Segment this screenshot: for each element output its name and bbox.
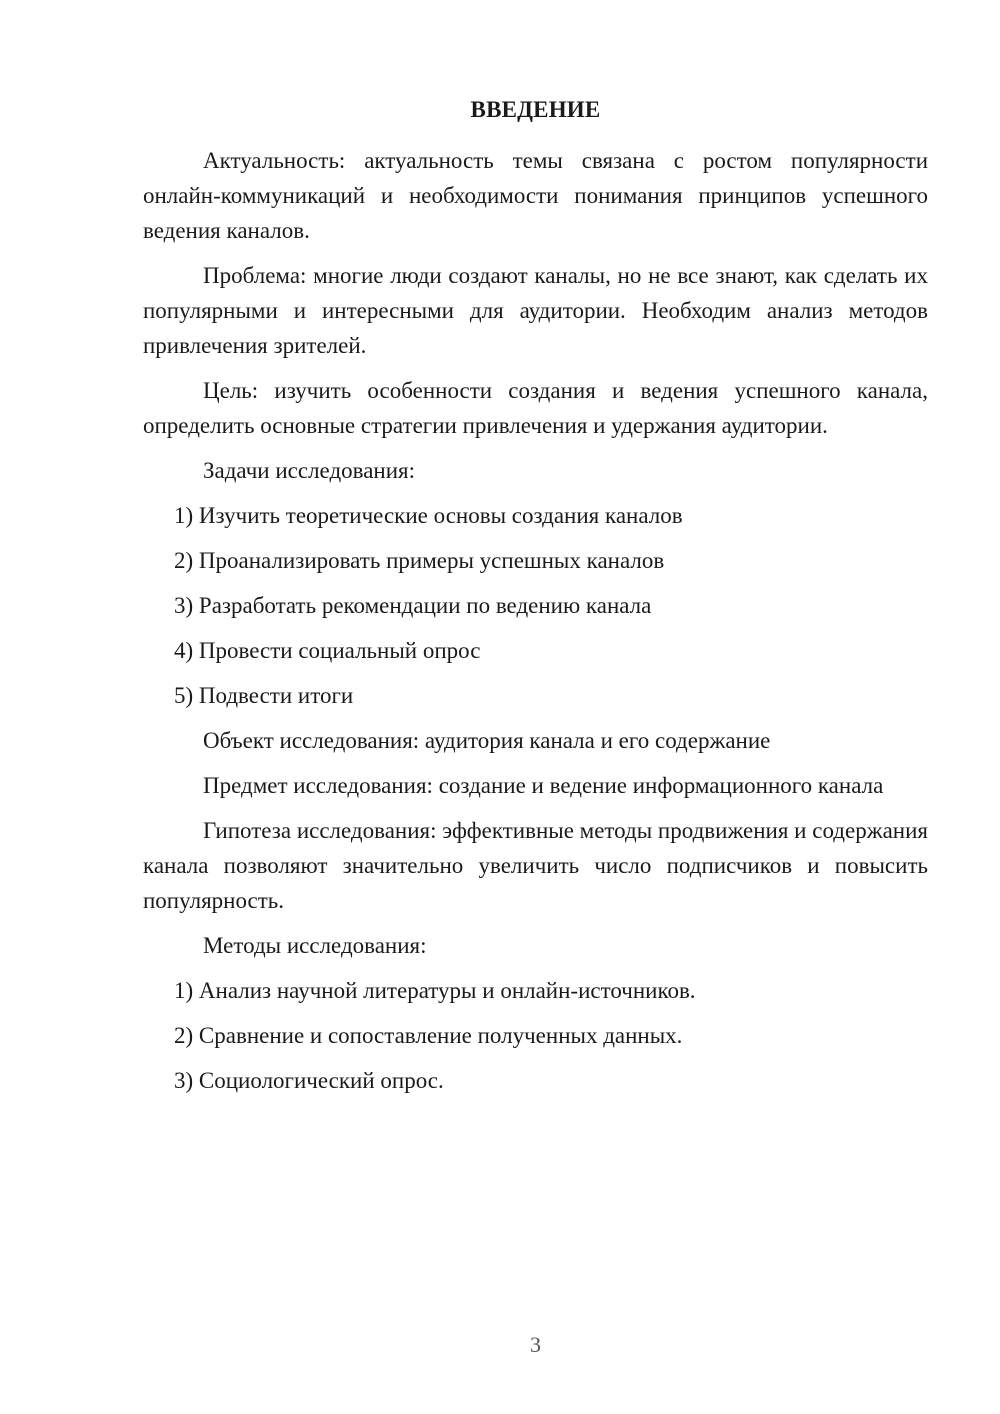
paragraph-hypothesis: Гипотеза исследования: эффективные методы продвижения и содержания канала позволяют значительно увеличить число подписчиков и повысить популярность. xyxy=(143,818,928,913)
document-page xyxy=(143,0,928,1414)
page-number: 3 xyxy=(530,1332,541,1357)
task-item: 4) Провести социальный опрос xyxy=(174,638,481,663)
section-title: ВВЕДЕНИЕ xyxy=(470,97,601,122)
method-item: 1) Анализ научной литературы и онлайн-источников. xyxy=(174,978,696,1003)
task-item: 5) Подвести итоги xyxy=(174,683,354,708)
task-item: 1) Изучить теоретические основы создания каналов xyxy=(174,503,683,528)
task-item: 2) Проанализировать примеры успешных каналов xyxy=(174,548,665,573)
paragraph-actuality: Актуальность: актуальность темы связана с ростом популярности онлайн-коммуникаций и необходимости понимания принципов успешного ведения каналов. xyxy=(143,148,928,243)
paragraph-subject: Предмет исследования: создание и ведение информационного канала xyxy=(203,773,884,798)
method-item: 3) Социологический опрос. xyxy=(174,1068,444,1093)
method-item: 2) Сравнение и сопоставление полученных данных. xyxy=(174,1023,683,1048)
paragraph-object: Объект исследования: аудитория канала и его содержание xyxy=(203,728,771,753)
tasks-heading: Задачи исследования: xyxy=(203,458,416,483)
methods-heading: Методы исследования: xyxy=(203,933,427,958)
paragraph-problem: Проблема: многие люди создают каналы, но не все знают, как сделать их популярными и интересными для аудитории. Необходим анализ методов привлечения зрителей. xyxy=(143,263,928,358)
task-item: 3) Разработать рекомендации по ведению канала xyxy=(174,593,652,618)
document-body xyxy=(143,143,928,1108)
paragraph-goal: Цель: изучить особенности создания и ведения успешного канала, определить основные стратегии привлечения и удержания аудитории. xyxy=(143,378,928,438)
